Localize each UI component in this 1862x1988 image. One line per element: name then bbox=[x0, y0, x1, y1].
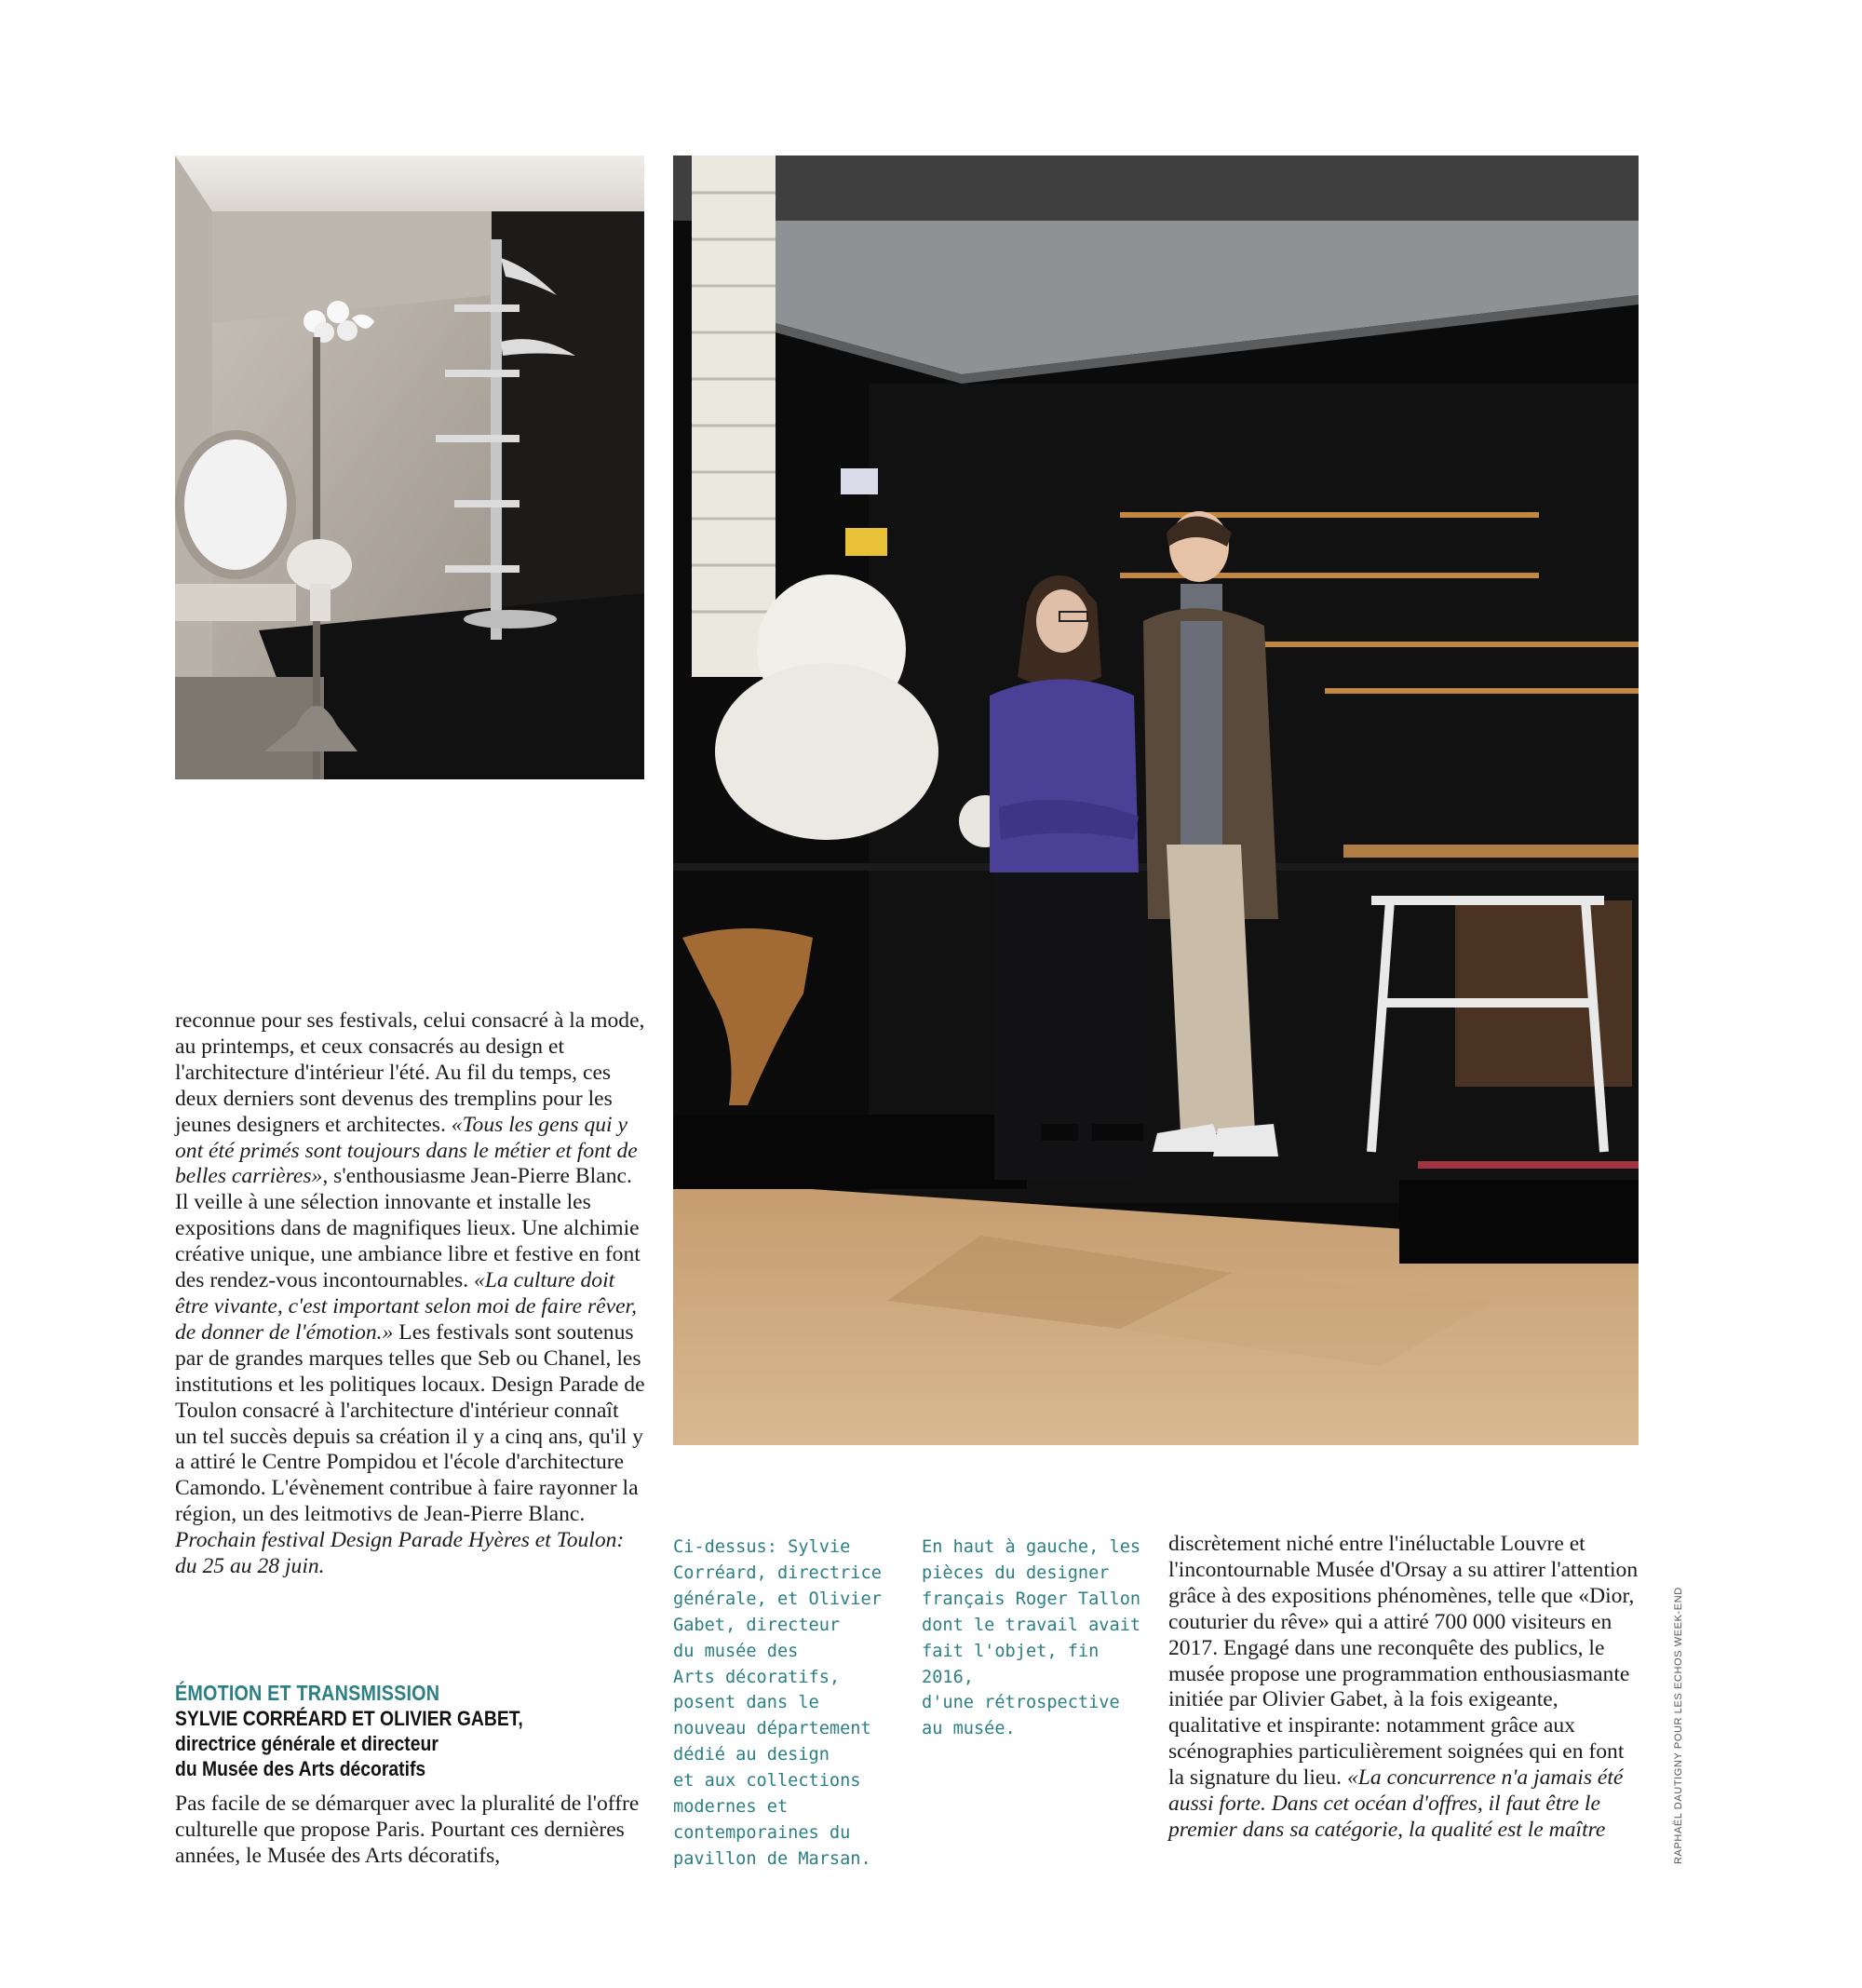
top-left-photo-caption: En haut à gauche, les pièces du designer français Roger Tallon dont le travail avait fait l'objet, fin 2016, d'une rétrospective au musée. bbox=[922, 1537, 1141, 1739]
section-headline-line-2: directrice générale et directeur bbox=[175, 1732, 439, 1755]
column-1-line: ces deux derniers sont devenus des tremplins bbox=[175, 1060, 612, 1111]
next-festival-text: Prochain festival Design Parade Hyères et Toulon: du 25 au 28 juin. bbox=[175, 1528, 625, 1579]
section-intro bbox=[175, 1792, 645, 1870]
column-1-line: mode, au printemps, et ceux consacrés au design bbox=[175, 1008, 645, 1059]
column-4-text: discrètement niché entre l'inéluctable Louvre et l'incontournable Musée d'Orsay a su attirer l'attention grâce à des expositions phénomènes, telle que «Dior, couturier du rêve» qui a attiré 700 000 visiteurs en 2017. Engagé dans une reconquête des publics, le musée propose une programmation enthousiasmante initiée par Olivier Gabet, à la fois exigeante, qualitative et inspirante: notamment grâce aux scénographies particulièrement soignées qui en font la signature du lieu. bbox=[1168, 1532, 1639, 1791]
quote-tous-les-gens: «Tous les gens qui y ont été primés sont toujours dans le métier et font de belles carrières» bbox=[175, 1112, 638, 1189]
next-festival-note bbox=[175, 1528, 645, 1580]
section-headline-line-3: du Musée des Arts décoratifs bbox=[175, 1757, 426, 1780]
column-1-line: reconnue pour ses festivals, celui consacré à la bbox=[175, 1008, 586, 1033]
section-kicker: ÉMOTION ET TRANSMISSION bbox=[175, 1681, 440, 1705]
article-column-4 bbox=[1168, 1532, 1639, 1844]
section-heading bbox=[175, 1681, 645, 1781]
quote-la-culture: «La culture doit être vivante, c'est important selon moi de faire rêver, de donner de l'émotion.» bbox=[175, 1268, 638, 1345]
column-1-line: et l'architecture d'intérieur l'été. Au fil du temps, bbox=[175, 1034, 578, 1085]
quote-la-concurrence: «La concurrence n'a jamais été aussi forte. Dans cet océan d'offres, il faut être le premier dans sa catégorie, la qualité est le maître bbox=[1168, 1765, 1624, 1842]
column-1-text: Les festivals sont soutenus par de grandes marques telles que Seb ou Chanel, les institutions et les politiques locaux. Design Parade de Toulon consacré à l'architecture d'intérieur connaît un tel succès depuis sa création il y a cinq ans, qu'il y a attiré le Centre Pompidou et l'école d'architecture Camondo. L'évènement contribue à faire rayonner la région, un des leitmotivs de Jean-Pierre Blanc. bbox=[175, 1319, 645, 1527]
roger-tallon-room-photo bbox=[175, 156, 644, 779]
photo-credit: RAPHAËL DAUTIGNY POUR LES ECHOS WEEK-END bbox=[1673, 1587, 1684, 1864]
column-1-text: pour les jeunes designers et architectes. bbox=[175, 1086, 613, 1137]
main-photo-caption: Ci-dessus: Sylvie Corréard, directrice générale, et Olivier Gabet, directeur du musée des Arts décoratifs, posent dans le nouveau département dédié au design et aux collections modernes et contemporaines du pavillon de Marsan. bbox=[673, 1537, 882, 1869]
column-1-text: , s'enthousiasme Jean-Pierre Blanc. Il veille à une sélection innovante et installe les expositions dans de magnifiques lieux. Une alchimie créative unique, une ambiance libre et festive en font des rendez-vous incontournables. bbox=[175, 1164, 641, 1293]
section-intro-text: Pas facile de se démarquer avec la pluralité de l'offre culturelle que propose Paris. Pourtant ces dernières années, le Musée des Arts décoratifs, bbox=[175, 1792, 640, 1868]
column-1-paragraph bbox=[175, 1008, 645, 1528]
column-4-paragraph bbox=[1168, 1532, 1639, 1844]
sylvie-correard-olivier-gabet-portrait bbox=[673, 156, 1639, 1445]
article-column-1 bbox=[175, 1008, 645, 1580]
section-headline-line-1: SYLVIE CORRÉARD ET OLIVIER GABET, bbox=[175, 1707, 523, 1730]
